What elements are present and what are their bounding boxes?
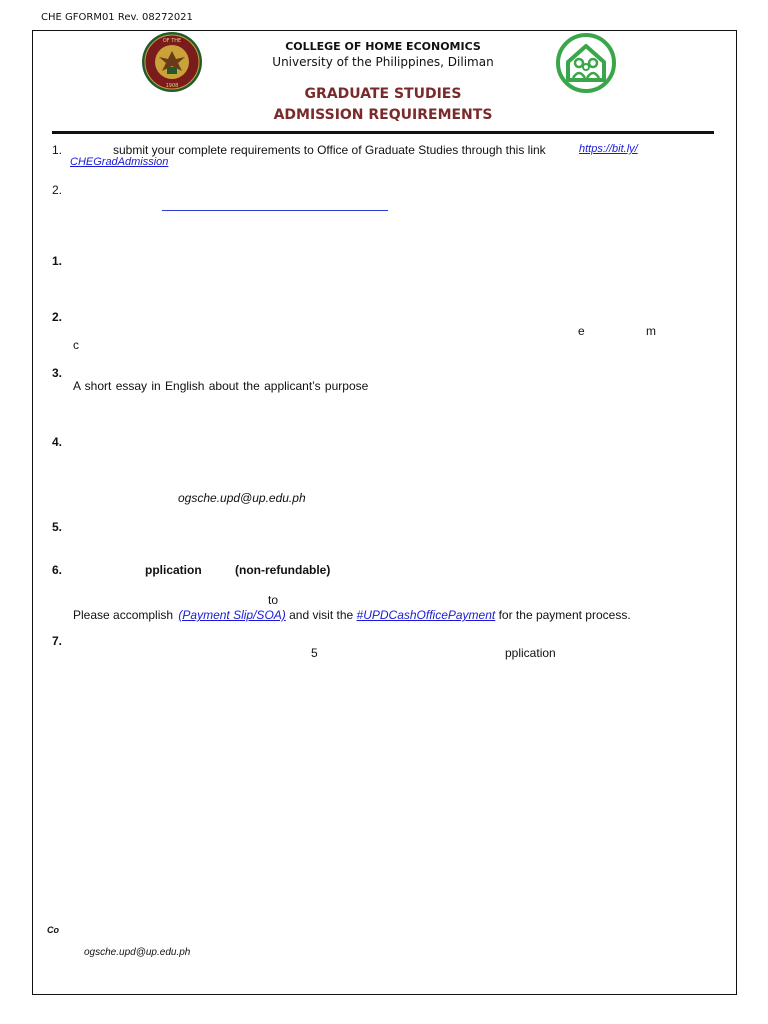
admission-link-part2[interactable]: CHEGradAdmission — [70, 156, 169, 168]
requirement7-application-fragment: pplication — [505, 646, 556, 660]
requirement7-fragment-5: 5 — [311, 646, 318, 660]
requirement1-number: 1. — [52, 254, 63, 268]
requirement6-number: 6. — [52, 563, 63, 577]
requirement6-application-fragment: pplication — [145, 563, 202, 577]
form-code: CHE GFORM01 Rev. 08272021 — [41, 12, 193, 23]
requirement4-number: 4. — [52, 435, 63, 449]
intro-item1-text: submit your complete requirements to Office of Graduate Studies through this link — [113, 143, 546, 157]
intro-item2-number: 2. — [52, 183, 63, 197]
requirement3-number: 3. — [52, 366, 63, 380]
intro-item2-underline — [162, 210, 388, 211]
requirement2-number: 2. — [52, 310, 63, 324]
payment-middle-text: and visit the — [289, 608, 354, 622]
payment-prefix-text: Please accomplish — [73, 608, 174, 622]
college-logo-icon — [554, 32, 618, 94]
contact-label: Co — [47, 925, 59, 935]
requirement3-text: A short essay in English about the applicant’s purpose — [73, 379, 369, 393]
requirement7-number: 7. — [52, 634, 63, 648]
requirement5-number: 5. — [52, 520, 63, 534]
intro-item1-number: 1. — [52, 143, 63, 157]
payment-slip-link[interactable]: (Payment Slip/SOA) — [178, 608, 286, 622]
header-divider — [52, 131, 714, 134]
college-name: COLLEGE OF HOME ECONOMICS — [285, 40, 481, 53]
requirement6-to-fragment: to — [268, 593, 279, 607]
requirement2-fragment-c: c — [73, 338, 79, 352]
document-title-line2: ADMISSION REQUIREMENTS — [273, 107, 493, 123]
seal-text-year: 1908 — [165, 83, 179, 89]
document-frame — [32, 30, 737, 995]
requirement2-fragment-e: e — [578, 324, 585, 338]
requirement6-payment-line — [73, 608, 631, 622]
requirement2-fragment-m: m — [646, 324, 656, 338]
document-title-line1: GRADUATE STUDIES — [304, 86, 462, 102]
cash-office-payment-link[interactable]: #UPDCashOfficePayment — [356, 608, 496, 622]
requirement6-nonrefundable: (non-refundable) — [235, 563, 331, 577]
admission-link-part1[interactable]: https://bit.ly/ — [579, 143, 638, 155]
contact-email[interactable]: ogsche.upd@up.edu.ph — [84, 947, 191, 958]
university-seal-icon — [141, 31, 203, 93]
university-name: University of the Philippines, Diliman — [272, 55, 494, 69]
payment-suffix-text: for the payment process. — [498, 608, 631, 622]
requirement4-email[interactable]: ogsche.upd@up.edu.ph — [178, 491, 306, 505]
seal-text-top: OF THE — [162, 38, 182, 44]
